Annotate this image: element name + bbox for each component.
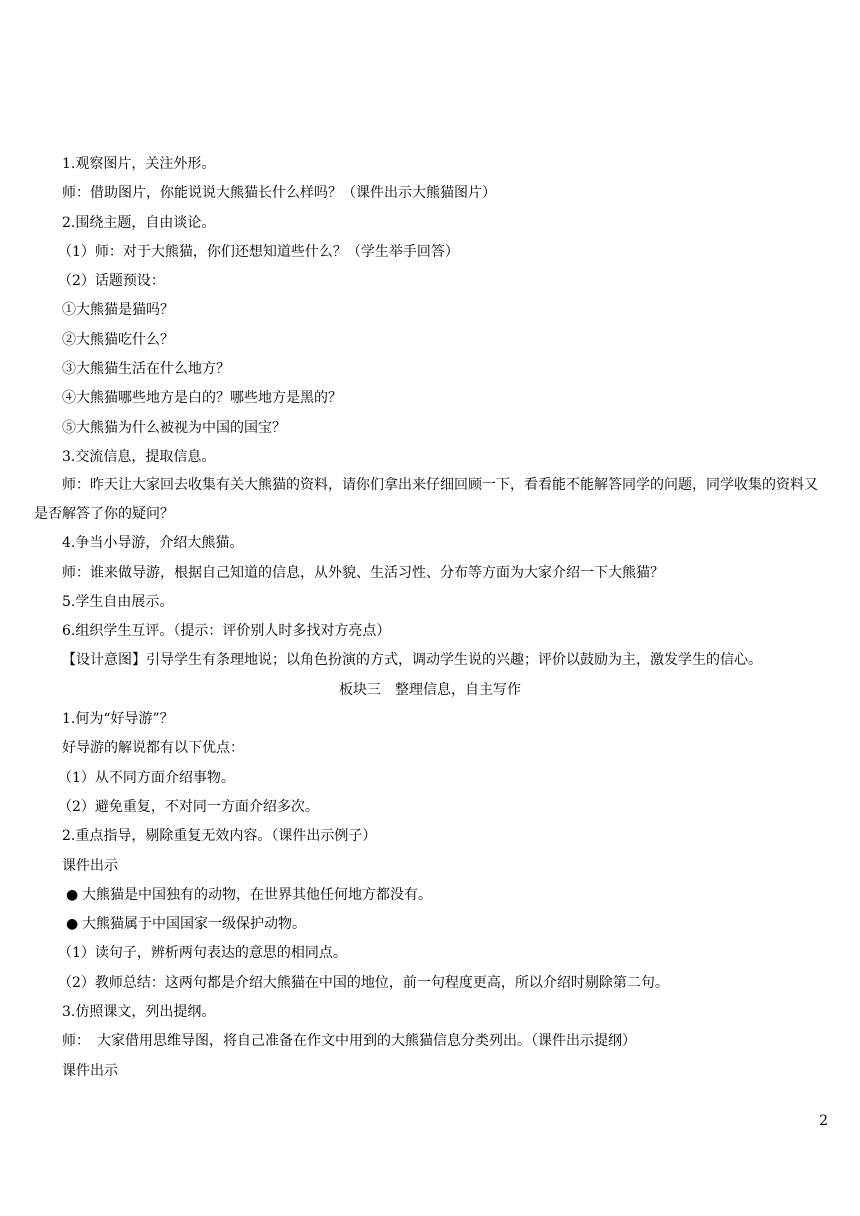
- step-heading: 6.组织学生互评。（提示：评价别人时多找对方亮点）: [62, 623, 391, 640]
- paragraph: （2）教师总结：这两句都是介绍大熊猫在中国的地位，前一句程度更高，所以介绍时剔除第二句。: [58, 974, 669, 991]
- list-item: ④大熊猫哪些地方是白的？哪些地方是黑的？: [62, 390, 342, 407]
- paragraph: （2）避免重复，不对同一方面介绍多次。: [58, 798, 319, 815]
- paragraph: （1）师：对于大熊猫，你们还想知道些什么？（学生举手回答）: [58, 243, 459, 260]
- page-number: 2: [819, 1113, 828, 1129]
- paragraph: （1）读句子，辨析两句表达的意思的相同点。: [58, 945, 347, 962]
- paragraph: 师：借助图片，你能说说大熊猫长什么样吗？（课件出示大熊猫图片）: [62, 185, 496, 202]
- bullet-text: 大熊猫是中国独有的动物，在世界其他任何地方都没有。: [82, 886, 432, 903]
- paragraph-wrapped: 师：昨天让大家回去收集有关大熊猫的资料，请你们拿出来仔细回顾一下，看看能不能解答同学的问题，同学收集的资料又是否解答了你的疑问？: [34, 477, 818, 523]
- step-heading: 3.仿照课文，列出提纲。: [62, 1004, 216, 1021]
- label: 课件出示: [62, 1062, 118, 1079]
- bullet-icon: ●: [66, 916, 79, 933]
- paragraph: 师： 大家借用思维导图，将自己准备在作文中用到的大熊猫信息分类列出。（课件出示提纲）: [62, 1033, 636, 1050]
- paragraph: 好导游的解说都有以下优点：: [62, 740, 244, 757]
- step-heading: 5.学生自由展示。: [62, 593, 174, 610]
- bullet-icon: ●: [66, 886, 79, 903]
- list-item: ③大熊猫生活在什么地方？: [62, 361, 230, 378]
- step-heading: 3.交流信息，提取信息。: [62, 448, 216, 465]
- paragraph: （2）话题预设：: [58, 273, 165, 290]
- design-intent: 【设计意图】引导学生有条理地说；以角色扮演的方式，调动学生说的兴趣；评价以鼓励为主，激发学生的信心。: [62, 652, 762, 669]
- list-item: ②大熊猫吃什么？: [62, 331, 174, 348]
- paragraph: （1）从不同方面介绍事物。: [58, 769, 235, 786]
- step-heading: 1.何为“好导游”？: [62, 711, 174, 728]
- list-item: ①大熊猫是猫吗？: [62, 302, 174, 319]
- section-title: 板块三 整理信息，自主写作: [339, 681, 521, 698]
- label: 课件出示: [62, 857, 118, 874]
- step-heading: 2.重点指导，剔除重复无效内容。（课件出示例子）: [62, 828, 377, 845]
- paragraph: 师：谁来做导游，根据自己知道的信息，从外貌、生活习性、分布等方面为大家介绍一下大熊猫？: [62, 564, 664, 581]
- bullet-text: 大熊猫属于中国国家一级保护动物。: [82, 916, 306, 933]
- step-heading: 4.争当小导游，介绍大熊猫。: [62, 535, 244, 552]
- bullet-item: [34, 886, 826, 904]
- list-item: ⑤大熊猫为什么被视为中国的国宝？: [62, 419, 286, 436]
- bullet-item: [34, 915, 826, 933]
- step-heading: 1.观察图片，关注外形。: [62, 156, 216, 172]
- step-heading: 2.围绕主题，自由谈论。: [62, 214, 216, 231]
